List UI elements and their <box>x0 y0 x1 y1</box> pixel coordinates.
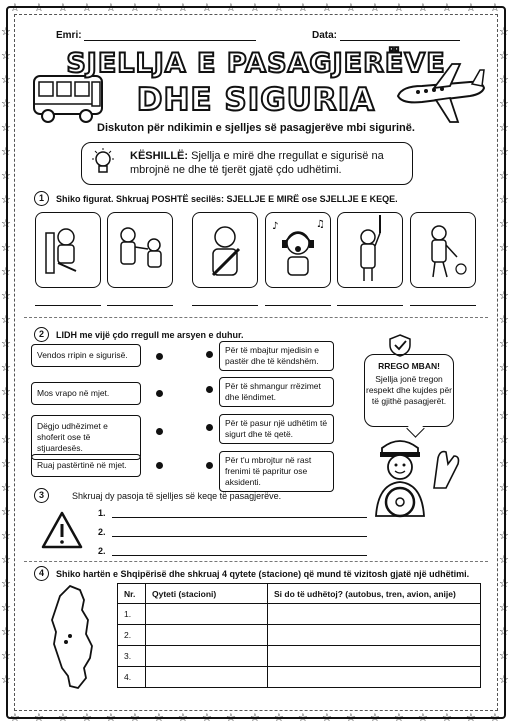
name-line[interactable] <box>84 31 256 41</box>
reason-1: Për të mbajtur mjedisin e pastër dhe të këndshëm. <box>219 341 334 371</box>
star-icon: ☆ <box>418 711 428 724</box>
section3-instruction: Shkruaj dy pasoja të sjelljes së keqe të pasagjerëve. <box>72 491 282 501</box>
table-row <box>118 625 481 646</box>
row-number: 4. <box>118 667 146 688</box>
pilot-illustration <box>362 434 466 518</box>
section2-number: 2 <box>34 327 49 342</box>
section3-number: 3 <box>34 488 49 503</box>
answer-line-5[interactable] <box>337 305 403 306</box>
name-label: Emri: <box>56 30 82 41</box>
reason-3-dot[interactable] <box>206 424 213 431</box>
star-icon: ☆ <box>499 193 509 206</box>
transport-cell[interactable] <box>268 604 481 625</box>
answer-line-1[interactable] <box>35 305 101 306</box>
star-icon: ☆ <box>1 649 11 662</box>
star-icon: ☆ <box>370 1 380 14</box>
table-row <box>118 604 481 625</box>
star-icon: ☆ <box>202 1 212 14</box>
consequence-line-2[interactable] <box>98 527 106 537</box>
section4-number: 4 <box>34 566 49 581</box>
star-icon: ☆ <box>1 601 11 614</box>
star-icon: ☆ <box>1 625 11 638</box>
star-icon: ☆ <box>274 711 284 724</box>
title-line1: SJELLJA E PASAGJERËVE <box>66 48 446 79</box>
star-icon: ☆ <box>466 711 476 724</box>
star-icon: ☆ <box>34 711 44 724</box>
table-row <box>118 646 481 667</box>
star-icon: ☆ <box>82 711 92 724</box>
star-icon: ☆ <box>499 649 509 662</box>
star-icon: ☆ <box>499 241 509 254</box>
star-icon: ☆ <box>1 265 11 278</box>
rule-4: Ruaj pastërtinë në mjet. <box>31 454 141 477</box>
title-line2: DHE SIGURIA <box>136 82 376 118</box>
star-icon: ☆ <box>1 481 11 494</box>
girl-littering-icon <box>411 213 474 286</box>
star-icon: ☆ <box>499 529 509 542</box>
rule-1-dot[interactable] <box>156 353 163 360</box>
answer-line-4[interactable] <box>265 305 331 306</box>
section1-instruction: Shiko figurat. Shkruaj POSHTË secilës: SJELLJE E MIRË ose SJELLJE E KEQE. <box>56 194 398 204</box>
star-icon: ☆ <box>499 217 509 230</box>
star-icon: ☆ <box>418 1 428 14</box>
picture-1 <box>35 212 101 288</box>
svg-text:♪: ♪ <box>272 221 279 232</box>
star-icon: ☆ <box>250 711 260 724</box>
star-icon: ☆ <box>1 529 11 542</box>
star-icon: ☆ <box>106 711 116 724</box>
star-icon: ☆ <box>499 289 509 302</box>
star-icon: ☆ <box>499 553 509 566</box>
speech-bubble <box>364 354 454 427</box>
star-icon: ☆ <box>1 313 11 326</box>
star-icon: ☆ <box>34 1 44 14</box>
star-icon: ☆ <box>130 1 140 14</box>
date-field[interactable] <box>312 30 460 41</box>
star-icon: ☆ <box>499 313 509 326</box>
row-number: 2. <box>118 625 146 646</box>
picture-5 <box>337 212 403 288</box>
star-icon: ☆ <box>82 1 92 14</box>
header-transport: Si do të udhëtoj? (autobus, tren, avion, anije) <box>268 584 481 604</box>
subtitle: Diskuton për ndikimin e sjelljes së pasagjerëve mbi sigurinë. <box>97 122 415 134</box>
star-icon: ☆ <box>226 1 236 14</box>
transport-cell[interactable] <box>268 646 481 667</box>
star-icon: ☆ <box>394 1 404 14</box>
city-cell[interactable] <box>146 625 268 646</box>
warning-icon <box>40 510 84 550</box>
star-icon: ☆ <box>1 457 11 470</box>
star-icon: ☆ <box>1 385 11 398</box>
star-icon: ☆ <box>499 481 509 494</box>
girl-holding-rail-icon <box>338 213 401 286</box>
reason-4-dot[interactable] <box>206 462 213 469</box>
rule-1: Vendos rripin e sigurisë. <box>31 344 141 367</box>
tip-text: Sjellja e mirë dhe rregullat e sigurisë na mbrojnë ne dhe të tjerët gjatë çdo udhëtimi. <box>130 150 384 176</box>
answer-line-3[interactable] <box>192 305 258 306</box>
star-icon: ☆ <box>499 577 509 590</box>
star-icon: ☆ <box>1 241 11 254</box>
consequence-line-3[interactable] <box>98 546 106 556</box>
star-icon: ☆ <box>1 49 11 62</box>
date-label: Data: <box>312 30 338 41</box>
star-icon: ☆ <box>1 673 11 686</box>
children-arguing-icon <box>108 213 171 286</box>
star-icon: ☆ <box>1 97 11 110</box>
girl-headphones-icon <box>266 213 329 286</box>
star-icon: ☆ <box>274 1 284 14</box>
star-icon: ☆ <box>298 1 308 14</box>
city-cell[interactable] <box>146 604 268 625</box>
line-1-number: 1. <box>98 508 106 518</box>
star-icon: ☆ <box>226 711 236 724</box>
star-icon: ☆ <box>442 1 452 14</box>
star-icon: ☆ <box>298 711 308 724</box>
star-icon: ☆ <box>490 711 500 724</box>
star-icon: ☆ <box>1 433 11 446</box>
star-icon: ☆ <box>1 409 11 422</box>
star-icon: ☆ <box>1 289 11 302</box>
rule-2: Mos vrapo në mjet. <box>31 382 141 405</box>
albania-map <box>40 582 104 694</box>
rule-4-dot[interactable] <box>156 462 163 469</box>
star-icon: ☆ <box>1 505 11 518</box>
divider-2 <box>24 561 488 562</box>
picture-4 <box>265 212 331 288</box>
star-icon: ☆ <box>58 711 68 724</box>
star-icon: ☆ <box>499 361 509 374</box>
header-nr: Nr. <box>118 584 146 604</box>
star-icon: ☆ <box>1 337 11 350</box>
reason-3: Për të pasur një udhëtim të sigurt dhe të qetë. <box>219 414 334 444</box>
star-icon: ☆ <box>1 361 11 374</box>
star-icon: ☆ <box>178 1 188 14</box>
star-icon: ☆ <box>499 385 509 398</box>
consequence-line-1[interactable] <box>98 508 106 518</box>
star-icon: ☆ <box>250 1 260 14</box>
star-icon: ☆ <box>346 1 356 14</box>
star-icon: ☆ <box>442 711 452 724</box>
star-icon: ☆ <box>490 1 500 14</box>
name-field[interactable] <box>56 30 256 41</box>
tip-label: KËSHILLË: <box>130 150 189 162</box>
star-icon: ☆ <box>499 409 509 422</box>
star-icon: ☆ <box>154 1 164 14</box>
divider <box>24 317 488 318</box>
line-2-number: 2. <box>98 527 106 537</box>
date-line[interactable] <box>340 31 460 41</box>
answer-line-2[interactable] <box>107 305 173 306</box>
transport-cell[interactable] <box>268 625 481 646</box>
star-icon: ☆ <box>499 265 509 278</box>
star-icon: ☆ <box>499 145 509 158</box>
reason-2-dot[interactable] <box>206 386 213 393</box>
reason-4: Për t'u mbrojtur në rast frenimi të papritur ose aksidenti. <box>219 451 334 492</box>
star-icon: ☆ <box>322 1 332 14</box>
girl-with-seatbelt-icon <box>193 213 256 286</box>
star-icon: ☆ <box>10 1 20 14</box>
bubble-title: RREGO MBAN! <box>378 361 440 371</box>
star-icon: ☆ <box>1 553 11 566</box>
star-icon: ☆ <box>322 711 332 724</box>
star-icon: ☆ <box>10 711 20 724</box>
star-icon: ☆ <box>499 505 509 518</box>
star-icon: ☆ <box>466 1 476 14</box>
picture-3 <box>192 212 258 288</box>
picture-6 <box>410 212 476 288</box>
star-icon: ☆ <box>346 711 356 724</box>
star-icon: ☆ <box>1 25 11 38</box>
star-icon: ☆ <box>130 711 140 724</box>
header-city: Qyteti (stacioni) <box>146 584 268 604</box>
star-icon: ☆ <box>499 49 509 62</box>
row-number: 1. <box>118 604 146 625</box>
star-icon: ☆ <box>178 711 188 724</box>
transport-cell[interactable] <box>268 667 481 688</box>
section4-instruction: Shiko hartën e Shqipërisë dhe shkruaj 4 qytete (stacione) që mund të vizitosh gjatë një udhëtimi. <box>56 569 470 579</box>
star-icon: ☆ <box>499 121 509 134</box>
star-icon: ☆ <box>499 169 509 182</box>
star-icon: ☆ <box>1 193 11 206</box>
answer-line-6[interactable] <box>410 305 476 306</box>
rule-3: Dëgjo udhëzimet e shoferit ose të stjuardesës. <box>31 415 141 460</box>
star-icon: ☆ <box>1 577 11 590</box>
city-cell[interactable] <box>146 667 268 688</box>
picture-2 <box>107 212 173 288</box>
star-icon: ☆ <box>106 1 116 14</box>
star-icon: ☆ <box>58 1 68 14</box>
city-cell[interactable] <box>146 646 268 667</box>
line-3-number: 2. <box>98 546 106 556</box>
star-icon: ☆ <box>499 433 509 446</box>
star-icon: ☆ <box>1 217 11 230</box>
girl-sitting-icon <box>36 213 99 286</box>
rule-2-dot[interactable] <box>156 390 163 397</box>
star-icon: ☆ <box>1 121 11 134</box>
reason-1-dot[interactable] <box>206 351 213 358</box>
star-icon: ☆ <box>394 711 404 724</box>
star-icon: ☆ <box>499 673 509 686</box>
star-icon: ☆ <box>499 337 509 350</box>
star-icon: ☆ <box>499 457 509 470</box>
bubble-text: Sjellja jonë tregon respekt dhe kujdes për të gjithë pasagjerët. <box>366 374 452 406</box>
tip-box <box>81 142 413 185</box>
star-icon: ☆ <box>499 25 509 38</box>
star-icon: ☆ <box>499 601 509 614</box>
section2-instruction: LIDH me vijë çdo rregull me arsyen e duhur. <box>56 330 244 340</box>
reason-2: Për të shmangur rrëzimet dhe lëndimet. <box>219 377 334 407</box>
cities-table <box>117 583 481 688</box>
star-icon: ☆ <box>499 97 509 110</box>
star-icon: ☆ <box>499 73 509 86</box>
star-icon: ☆ <box>1 169 11 182</box>
star-icon: ☆ <box>1 145 11 158</box>
rule-3-dot[interactable] <box>156 428 163 435</box>
star-icon: ☆ <box>154 711 164 724</box>
star-icon: ☆ <box>1 73 11 86</box>
star-icon: ☆ <box>370 711 380 724</box>
star-icon: ☆ <box>202 711 212 724</box>
row-number: 3. <box>118 646 146 667</box>
svg-text:♫: ♫ <box>316 219 325 230</box>
star-icon: ☆ <box>499 625 509 638</box>
section1-number: 1 <box>34 191 49 206</box>
table-row <box>118 667 481 688</box>
